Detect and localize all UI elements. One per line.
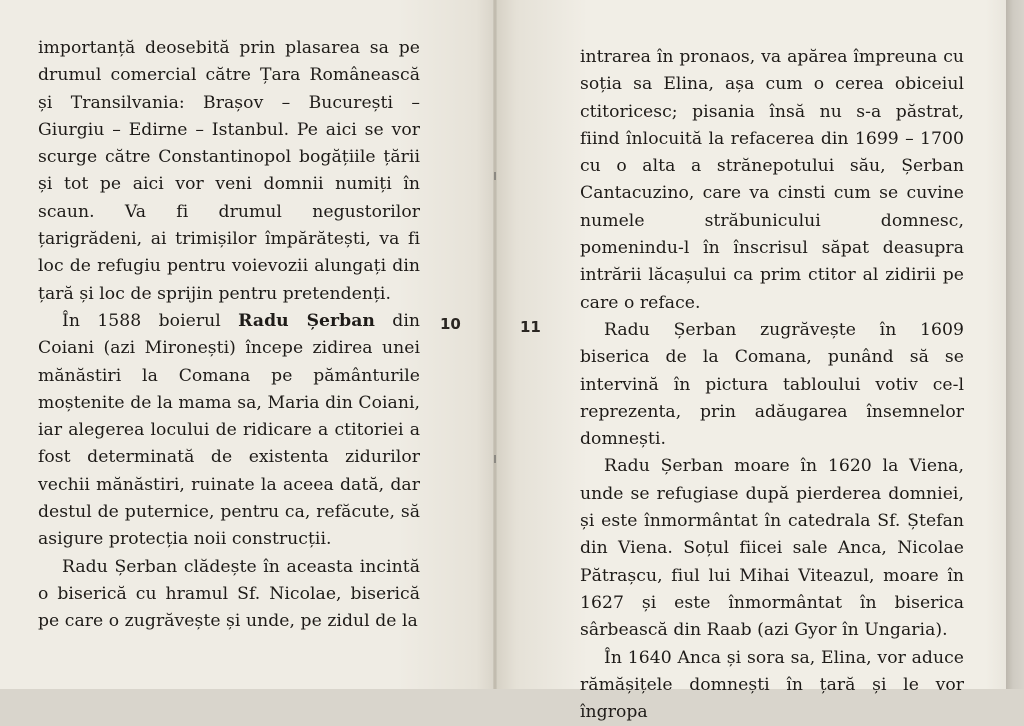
binding-stitch <box>494 172 496 180</box>
left-page <box>0 0 496 689</box>
right-paragraph-3: Radu Șerban moare în 1620 la Viena, unde se refugiase după pierderea domniei, și este înmormântat în catedrala Sf. Ștefan din Viena. Soțul fiicei sale Anca, Nicolae Pătrașcu, fiul lui Mihai Viteazul, moare în 1627 și este înmormântat în biserica sârbească din Raab (azi Gyor în Ungaria). <box>580 456 964 641</box>
left-paragraph-2-start: În 1588 boierul <box>62 310 239 331</box>
left-paragraph-1: importanță deosebită prin plasarea sa pe drumul comercial către Țara Românească și Transilvania: Brașov – București – Giurgiu – Edirne – Istanbul. Pe aici se vor scurge către Constantinopol bogățiile țării și tot pe aici vor veni domnii numiți în scaun. Va fi drumul negustorilor țarigrădeni, ai trimișilor împărătești, va fi loc de refugiu pentru voievozii alungați din țară și loc de sprijin pentru pretendenți. <box>38 38 420 304</box>
binding-stitch <box>494 455 496 463</box>
left-paragraph-3: Radu Șerban clădește în aceasta incintă o biserică cu hramul Sf. Nicolae, biserică pe care o zugrăvește și unde, pe zidul de la <box>38 556 420 632</box>
right-paragraph-2: Radu Șerban zugrăvește în 1609 biserica de la Comana, punând să se intervină în pictura tabloului votiv ce-l reprezenta, prin adăugarea însemnelor domnești. <box>580 319 964 450</box>
left-paragraph-2-rest: din Coiani (azi Mironești) începe zidirea unei mănăstiri la Comana pe pământurile moștenite de la mama sa, Maria din Coiani, iar alegerea locului de ridicare a ctitoriei a fost determinată de existenta zidurilor vechii mănăstiri, ruinate la aceea dată, dar destul de puternice, pentru ca, refăcute, să asigure protecția noii construcții. <box>38 310 421 550</box>
left-paragraph-2 <box>38 308 420 554</box>
page-number-right: 11 <box>520 318 541 336</box>
book-gutter <box>493 0 497 689</box>
page-number-left: 10 <box>440 315 461 333</box>
scan-edge <box>1006 0 1024 689</box>
radu-serban-bold: Radu Șerban <box>238 310 375 331</box>
left-page-text <box>38 35 420 636</box>
right-page-text <box>580 44 964 726</box>
right-paragraph-1: intrarea în pronaos, va apărea împreuna cu soția sa Elina, așa cum o cerea obiceiul ctitoricesc; pisania însă nu s-a păstrat, fiind înlocuită la refacerea din 1699 – 1700 cu o alta a strănepotului său, Șerban Cantacuzino, care va cinsti cum se cuvine numele străbunicului domnesc, pomenindu-l în înscrisul săpat deasupra intrării lăcașului ca prim ctitor al zidirii pe care o reface. <box>580 47 964 313</box>
right-paragraph-4: În 1640 Anca și sora sa, Elina, vor aduce rămășițele domnești în țară și le vor îngropa <box>580 647 964 723</box>
